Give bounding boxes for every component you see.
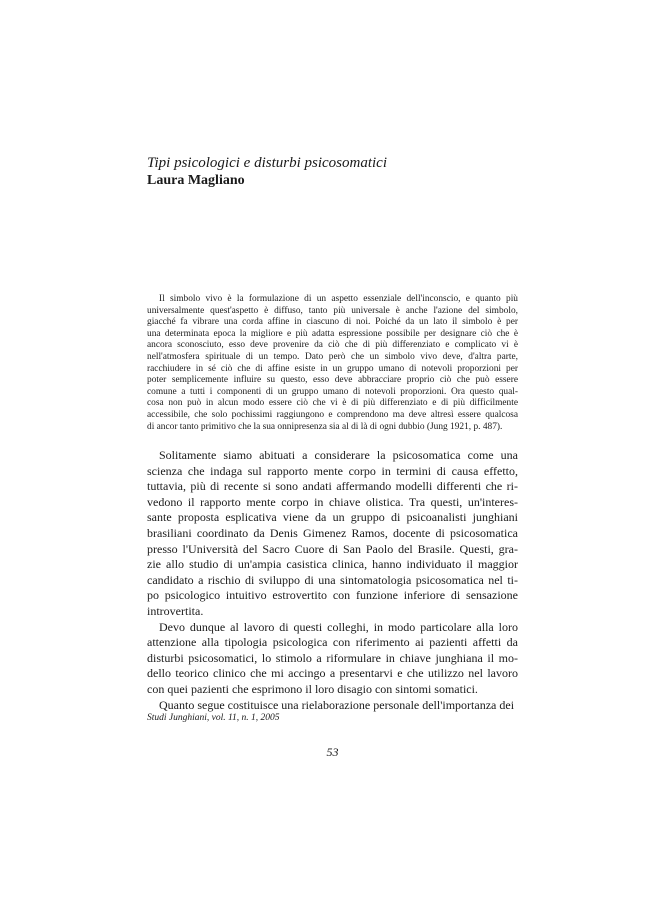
epigraph-quote [147,294,518,433]
epigraph-line: giacché fa vibrare una corda affine in ciascuno di noi. Poiché da un lato il simbolo è per [147,317,518,328]
article-author: Laura Magliano [147,173,245,188]
body-line: introvertita. [147,603,204,618]
body-line: sante proposta esplicativa viene da un gruppo di psicoanalisti junghiani [147,510,518,525]
body-line: Devo dunque al lavoro di questi colleghi, in modo particolare alla loro [159,619,518,634]
epigraph-line: Il simbolo vivo è la formulazione di un aspetto essenziale dell'inconscio, e quanto più [159,294,518,304]
epigraph-line: accessibile, che solo pochissimi raggiungono e comprendono ma deve altresì essere qualcosa [147,409,518,420]
body-line: scienza che indaga sul rapporto mente corpo in termini di causa effetto, [147,463,518,478]
body-line: Solitamente siamo abituati a considerare la psicosomatica come una [159,448,518,462]
body-line: zie allo studio di un'ampia casistica clinica, hanno individuato il maggior [147,557,518,572]
epigraph-line: poter semplicemente influire su questo, esso deve abbracciare proprio ciò che può essere [147,375,518,386]
epigraph-line: racchiudere in sé ciò che di affine esiste in un gruppo umano di notevoli proporzioni per [147,363,518,374]
journal-citation: Studi Junghiani, vol. 11, n. 1, 2005 [147,713,280,723]
body-text [147,448,518,713]
body-line: disturbi psicosomatici, lo stimolo a riformulare in chiave junghiana il mo- [147,650,518,665]
epigraph-line: cosa non può in alcun modo essere ciò che vi è di più differenziato e di più difficilmente [147,398,518,409]
article-title: Tipi psicologici e disturbi psicosomatici [147,155,387,171]
body-line: brasiliani coordinato da Denis Gimenez Ramos, docente di psicosomatica [147,525,518,540]
body-line: po psicologico intuitivo estrovertito con funzione inferiore di sensazione [147,588,518,603]
body-line: Quanto segue costituisce una rielaborazione personale dell'importanza dei [159,697,515,712]
body-line: con quei pazienti che esprimono il loro disagio con sintomi somatici. [147,681,478,696]
epigraph-line: universalmente quest'aspetto è diffuso, tanto più universale è anche l'azione del simbolo, [147,305,518,316]
body-line: presso l'Università del Sacro Cuore di San Paolo del Brasile. Questi, gra- [147,541,518,556]
epigraph-line: una determinata epoca la migliore e più adatta espressione possibile per designare ciò che è [147,328,518,339]
epigraph-line: ancora sconosciuto, esso deve provenire da ciò che di più differenziato e complicato vi è [147,340,518,351]
page-number: 53 [326,745,339,759]
body-line: vedono il rapporto mente corpo in chiave olistica. Tra questi, un'interes- [147,494,518,509]
epigraph-line: di ancor tanto primitivo che la sua onnipresenza sia al di là di ogni dubbio (Jung 1921, p. 487). [147,421,503,432]
body-line: candidato a rischio di sviluppo di una sintomatologia psicosomatica nel ti- [147,572,518,587]
body-line: tuttavia, più di recente si sono andati affermando modelli differenti che ri- [147,479,518,494]
epigraph-line: nell'atmosfera spirituale di un tempo. Dato però che un simbolo vivo deve, d'altra parte, [147,351,518,362]
epigraph-line: comune a tutti i componenti di un gruppo umano di notevoli proporzioni. Ora questo qual- [147,386,518,397]
body-line: dello teorico clinico che mi accingo a presentarvi e che utilizzo nel lavoro [147,666,518,681]
body-line: attenzione alla tipologia psicologica con riferimento ai pazienti affetti da [147,635,518,650]
